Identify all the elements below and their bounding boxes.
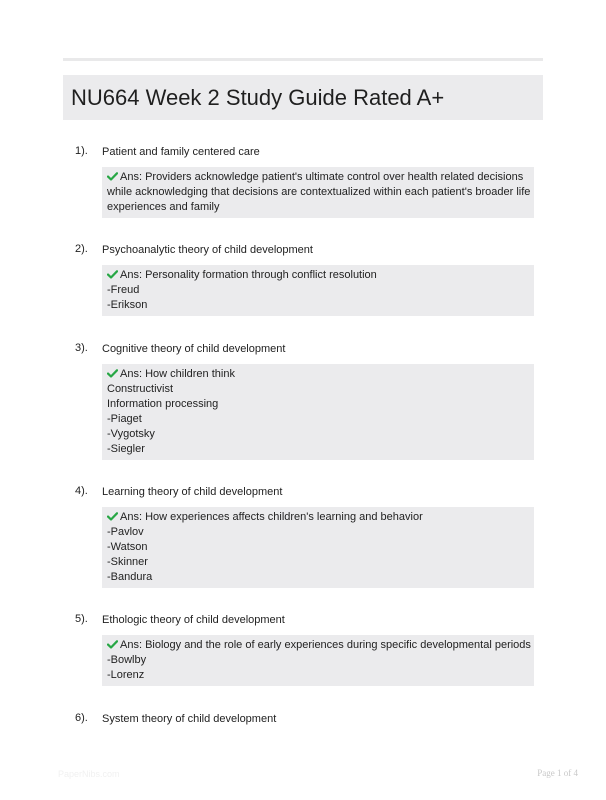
question-text: System theory of child development [102, 713, 277, 725]
answer-text: Ans: Personality formation through conflict resolution [120, 269, 377, 281]
answer-text: while acknowledging that decisions are contextualized within each patient's broader life [107, 186, 531, 198]
answer-line [107, 442, 530, 457]
answer-text: -Piaget [107, 413, 142, 425]
answer-line [107, 382, 530, 397]
answer-line [107, 570, 530, 585]
answer-text: -Freud [107, 284, 140, 296]
check-icon [107, 171, 118, 180]
answer-text: Ans: Biology and the role of early experiences during specific developmental periods [120, 639, 531, 651]
answer-text: -Siegler [107, 443, 145, 455]
answer-box [102, 265, 534, 316]
answer-line [107, 668, 530, 683]
answer-box [102, 507, 534, 588]
answer-text: -Bandura [107, 571, 153, 583]
question-text: Psychoanalytic theory of child development [102, 244, 313, 256]
answer-line-first [107, 170, 530, 185]
answer-line [107, 283, 530, 298]
answer-box [102, 167, 534, 218]
answer-line-first [107, 367, 530, 382]
answer-line-first [107, 510, 530, 525]
answer-box [102, 635, 534, 686]
question-text: Ethologic theory of child development [102, 614, 285, 626]
answer-text: Ans: How experiences affects children's learning and behavior [120, 511, 423, 523]
question-number: 1). [75, 145, 88, 157]
footer-watermark: PaperNibs.com [58, 769, 120, 779]
answer-line-first [107, 638, 530, 653]
answer-line [107, 298, 530, 313]
page-title: NU664 Week 2 Study Guide Rated A+ [71, 85, 445, 110]
answer-text: -Watson [107, 541, 148, 553]
check-icon [107, 511, 118, 520]
question-number: 6). [75, 712, 88, 724]
answer-text: -Skinner [107, 556, 148, 568]
page-number: Page 1 of 4 [537, 768, 578, 778]
answer-text: Ans: Providers acknowledge patient's ultimate control over health related decisions [120, 171, 524, 183]
answer-text: Ans: How children think [120, 368, 235, 380]
answer-line [107, 540, 530, 555]
answer-line [107, 427, 530, 442]
top-divider [63, 58, 543, 61]
question-number: 2). [75, 243, 88, 255]
answer-text: experiences and family [107, 201, 220, 213]
answer-text: -Lorenz [107, 669, 145, 681]
answer-text: Information processing [107, 398, 219, 410]
answer-line-first [107, 268, 530, 283]
question-number: 4). [75, 485, 88, 497]
answer-line [107, 555, 530, 570]
answer-line [107, 397, 530, 412]
answer-line [107, 200, 530, 215]
question-number: 5). [75, 613, 88, 625]
answer-line [107, 185, 530, 200]
answer-line [107, 412, 530, 427]
check-icon [107, 269, 118, 278]
title-bar [63, 75, 543, 120]
answer-text: -Pavlov [107, 526, 144, 538]
answer-box [102, 364, 534, 460]
check-icon [107, 639, 118, 648]
answer-line [107, 653, 530, 668]
question-text: Patient and family centered care [102, 146, 260, 158]
question-text: Cognitive theory of child development [102, 343, 286, 355]
answer-text: -Bowlby [107, 654, 147, 666]
answer-text: Constructivist [107, 383, 174, 395]
check-icon [107, 368, 118, 377]
question-number: 3). [75, 342, 88, 354]
answer-text: -Erikson [107, 299, 148, 311]
question-text: Learning theory of child development [102, 486, 283, 498]
answer-text: -Vygotsky [107, 428, 155, 440]
answer-line [107, 525, 530, 540]
